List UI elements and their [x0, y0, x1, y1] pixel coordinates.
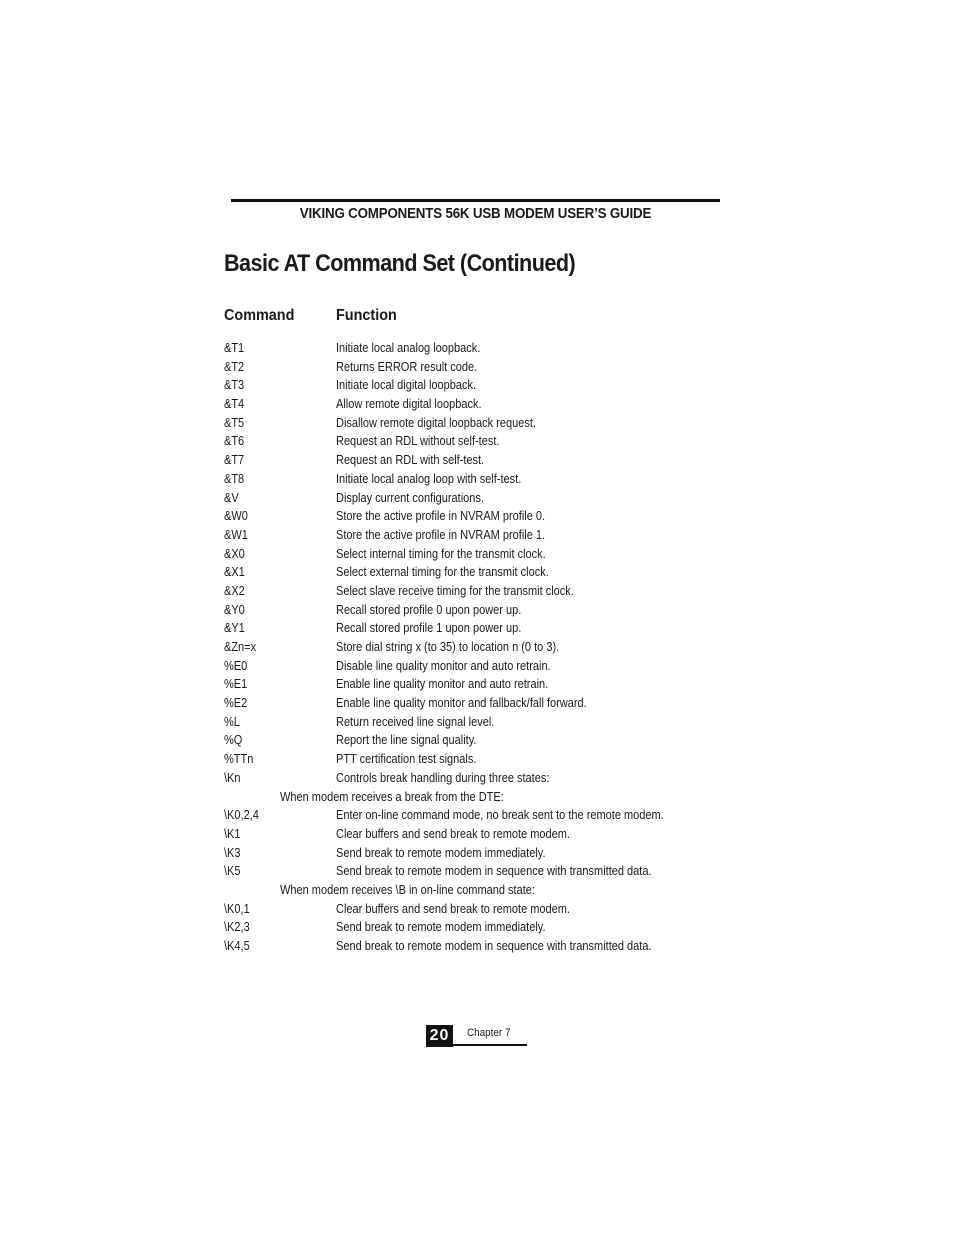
table-row	[0, 713, 954, 732]
command-cell: &T7	[224, 453, 245, 468]
table-note-row	[0, 881, 954, 900]
function-cell: Display current configurations.	[336, 490, 484, 505]
table-row	[0, 619, 954, 638]
function-cell: Select slave receive timing for the transmit clock.	[336, 583, 574, 598]
table-row	[0, 937, 954, 956]
function-cell: Clear buffers and send break to remote modem.	[336, 826, 570, 841]
function-cell: Return received line signal level.	[336, 714, 495, 729]
function-cell: Send break to remote modem in sequence with transmitted data.	[336, 939, 652, 953]
table-row	[0, 601, 954, 620]
command-cell: %TTn	[224, 752, 254, 767]
function-cell: Send break to remote modem immediately.	[336, 845, 546, 860]
command-cell: &T5	[224, 415, 245, 430]
command-cell: \K0,2,4	[224, 808, 259, 823]
function-cell: Report the line signal quality.	[336, 733, 477, 748]
function-cell: Clear buffers and send break to remote modem.	[336, 901, 570, 916]
command-cell: &T6	[224, 434, 245, 449]
command-cell: \K3	[224, 845, 241, 860]
function-cell: Initiate local analog loop with self-test.	[336, 471, 522, 486]
command-cell: &X0	[224, 546, 245, 561]
function-cell: Initiate local analog loopback.	[336, 341, 481, 355]
table-row	[0, 358, 954, 377]
function-cell: Send break to remote modem in sequence with transmitted data.	[336, 864, 652, 879]
command-cell: \K1	[224, 826, 241, 841]
command-cell: &W0	[224, 509, 248, 524]
command-cell: \Kn	[224, 770, 241, 785]
function-cell: Request an RDL with self-test.	[336, 453, 485, 468]
table-row	[0, 900, 954, 919]
page-footer	[426, 1025, 527, 1047]
chapter-label: Chapter 7	[467, 1027, 511, 1039]
table-row	[0, 339, 954, 358]
command-cell: &T8	[224, 471, 245, 486]
function-cell: Disallow remote digital loopback request.	[336, 415, 536, 430]
function-cell: Request an RDL without self-test.	[336, 434, 500, 449]
table-row	[0, 750, 954, 769]
function-cell: Enable line quality monitor and auto retrain.	[336, 677, 549, 692]
footer-rule	[453, 1044, 527, 1046]
table-row	[0, 563, 954, 582]
table-row	[0, 395, 954, 414]
command-cell: &T3	[224, 378, 245, 393]
command-cell: &Zn=x	[224, 640, 257, 654]
command-cell: &X1	[224, 565, 245, 580]
command-cell: %L	[224, 714, 240, 729]
table-row	[0, 918, 954, 937]
table-note-row	[0, 788, 954, 807]
function-cell: Allow remote digital loopback.	[336, 397, 482, 412]
table-row	[0, 638, 954, 657]
table-row	[0, 694, 954, 713]
table-row	[0, 376, 954, 395]
function-cell: Recall stored profile 0 upon power up.	[336, 602, 522, 617]
command-table	[0, 339, 954, 956]
table-row	[0, 582, 954, 601]
table-row	[0, 507, 954, 526]
table-row	[0, 862, 954, 881]
command-cell: &V	[224, 490, 239, 505]
running-header: VIKING COMPONENTS 56K USB MODEM USER’S GUIDE	[299, 206, 652, 222]
function-cell: Store the active profile in NVRAM profile 1.	[336, 527, 546, 542]
table-row	[0, 545, 954, 564]
table-note: When modem receives \B in on-line command state:	[280, 882, 535, 897]
table-row	[0, 769, 954, 788]
command-cell: &T1	[224, 341, 245, 355]
command-cell: %E1	[224, 677, 248, 692]
command-cell: %Q	[224, 733, 243, 748]
function-cell: Enable line quality monitor and fallback/fall forward.	[336, 696, 587, 711]
function-cell: Store dial string x (to 35) to location n (0 to 3).	[336, 640, 560, 654]
table-row	[0, 414, 954, 433]
command-column-header: Command	[224, 307, 295, 324]
command-cell: \K0,1	[224, 901, 250, 916]
table-row	[0, 489, 954, 508]
command-cell: &Y1	[224, 621, 245, 636]
header-rule	[231, 199, 720, 202]
function-cell: Recall stored profile 1 upon power up.	[336, 621, 522, 636]
function-cell: Returns ERROR result code.	[336, 359, 478, 374]
table-row	[0, 731, 954, 750]
table-row	[0, 806, 954, 825]
table-row	[0, 470, 954, 489]
command-cell: &Y0	[224, 602, 245, 617]
function-cell: Disable line quality monitor and auto retrain.	[336, 658, 551, 673]
function-cell: Initiate local digital loopback.	[336, 378, 477, 393]
command-cell: \K5	[224, 864, 241, 879]
table-note: When modem receives a break from the DTE:	[280, 789, 504, 804]
function-cell: Select internal timing for the transmit clock.	[336, 546, 546, 561]
table-row	[0, 825, 954, 844]
command-cell: &T2	[224, 359, 245, 374]
table-row	[0, 675, 954, 694]
command-cell: \K4,5	[224, 939, 250, 953]
command-cell: &W1	[224, 527, 248, 542]
command-cell: \K2,3	[224, 920, 250, 935]
command-cell: &X2	[224, 583, 245, 598]
page-number: 20	[426, 1025, 453, 1047]
command-cell: &T4	[224, 397, 245, 412]
table-row	[0, 657, 954, 676]
command-cell: %E0	[224, 658, 248, 673]
table-row	[0, 526, 954, 545]
table-row	[0, 451, 954, 470]
function-column-header: Function	[336, 307, 397, 324]
function-cell: Select external timing for the transmit clock.	[336, 565, 549, 580]
function-cell: Store the active profile in NVRAM profile 0.	[336, 509, 546, 524]
function-cell: Enter on-line command mode, no break sent to the remote modem.	[336, 808, 664, 823]
command-cell: %E2	[224, 696, 248, 711]
function-cell: Send break to remote modem immediately.	[336, 920, 546, 935]
table-row	[0, 432, 954, 451]
function-cell: PTT certification test signals.	[336, 752, 477, 767]
page-title: Basic AT Command Set (Continued)	[224, 250, 576, 277]
function-cell: Controls break handling during three states:	[336, 770, 550, 785]
table-row	[0, 844, 954, 863]
